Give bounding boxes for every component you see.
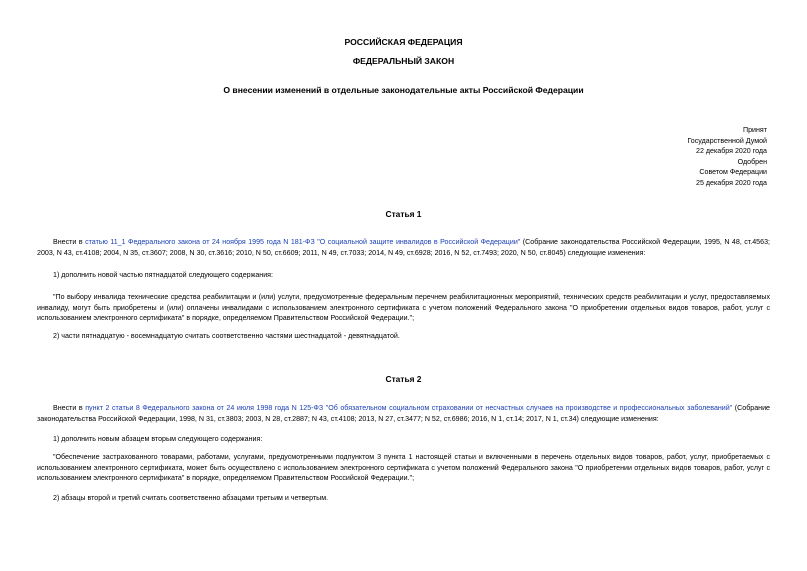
article-1-law-link[interactable]: статью 11_1 Федерального закона от 24 ноября 1995 года N 181-ФЗ "О социальной защите инвалидов в Российской Федерации"	[85, 238, 521, 246]
article-2-quote: "Обеспечение застрахованного товарами, работами, услугами, предусмотренными подпунктом 3 пункта 1 настоящей статьи и включенными в перечень отдельных видов товаров, работ, услуг, приобретаемых с использованием электронного сертификата, может быть осуществлено с использованием электронного сертификата с учетом положений Федерального закона "О приобретении отдельных видов товаров, работ, услуг с использованием электронного сертификата" в порядке, определяемом Правительством Российской Федерации.";	[37, 453, 770, 482]
article-1-quote: "По выбору инвалида технические средства реабилитации и (или) услуги, предусмотренные федеральным перечнем реабилитационных мероприятий, технических средств реабилитации и услуг, предоставляемых инвалиду, могут быть приобретены и (или) оплачены инвалидами с использованием электронного сертификата с учетом положений Федерального закона "О приобретении отдельных видов товаров, работ, услуг с использованием электронного сертификата" в порядке, определяемом Правительством Российской Федерации.";	[37, 293, 770, 322]
adoption-line: Принят	[742, 126, 767, 134]
adoption-line: Советом Федерации	[699, 168, 767, 176]
article-1-intro-suffix: (Собрание законодательства Российской Федерации, 1995, N 48, ст.4563; 2003, N 43, ст.4108; 2004, N 35, ст.3607; 2008, N 30, ст.3616; 2010, N 50, ст.6609; 2011, N 49, ст.7033; 2014, N 49, ст.6928; 2016, N 52, ст.7493; 2020, N 50, ст.8045) следующие изменения:	[37, 238, 770, 257]
article-1-title: Статья 1	[385, 209, 422, 219]
country-heading: РОССИЙСКАЯ ФЕДЕРАЦИЯ	[344, 37, 463, 47]
article-1-item-2: 2) части пятнадцатую - восемнадцатую считать соответственно частями шестнадцатой - девятнадцатой.	[53, 332, 400, 340]
law-type-heading: ФЕДЕРАЛЬНЫЙ ЗАКОН	[352, 56, 455, 66]
adoption-line: 22 декабря 2020 года	[696, 147, 767, 155]
article-2-item-1: 1) дополнить новым абзацем вторым следующего содержания:	[53, 435, 263, 443]
law-title: О внесении изменений в отдельные законодательные акты Российской Федерации	[223, 85, 584, 95]
article-1-item-1: 1) дополнить новой частью пятнадцатой следующего содержания:	[53, 271, 273, 279]
article-2-intro-suffix: (Собрание законодательства Российской Федерации, 1998, N 31, ст.3803; 2003, N 28, ст.2887; N 43, ст.4108; 2013, N 27, ст.3477; N 52, ст.6986; 2016, N 1, ст.14; 2017, N 1, ст.34) следующие изменения:	[37, 404, 770, 423]
article-2-title: Статья 2	[385, 374, 422, 384]
article-2-intro	[37, 403, 770, 424]
adoption-line: Государственной Думой	[687, 136, 767, 145]
article-1-intro-prefix: Внести в	[53, 238, 86, 246]
article-2-item-2: 2) абзацы второй и третий считать соответственно абзацами третьим и четвертым.	[53, 494, 329, 502]
adoption-block	[687, 125, 767, 188]
article-1-intro	[37, 237, 770, 258]
article-2-intro-prefix: Внести в	[53, 404, 86, 412]
adoption-line: 25 декабря 2020 года	[696, 178, 767, 187]
article-2-law-link[interactable]: пункт 2 статьи 8 Федерального закона от 24 июля 1998 года N 125-ФЗ "Об обязательном социальном страховании от несчастных случаев на производстве и профессиональных заболеваний"	[85, 404, 733, 412]
adoption-line: Одобрен	[737, 157, 767, 166]
